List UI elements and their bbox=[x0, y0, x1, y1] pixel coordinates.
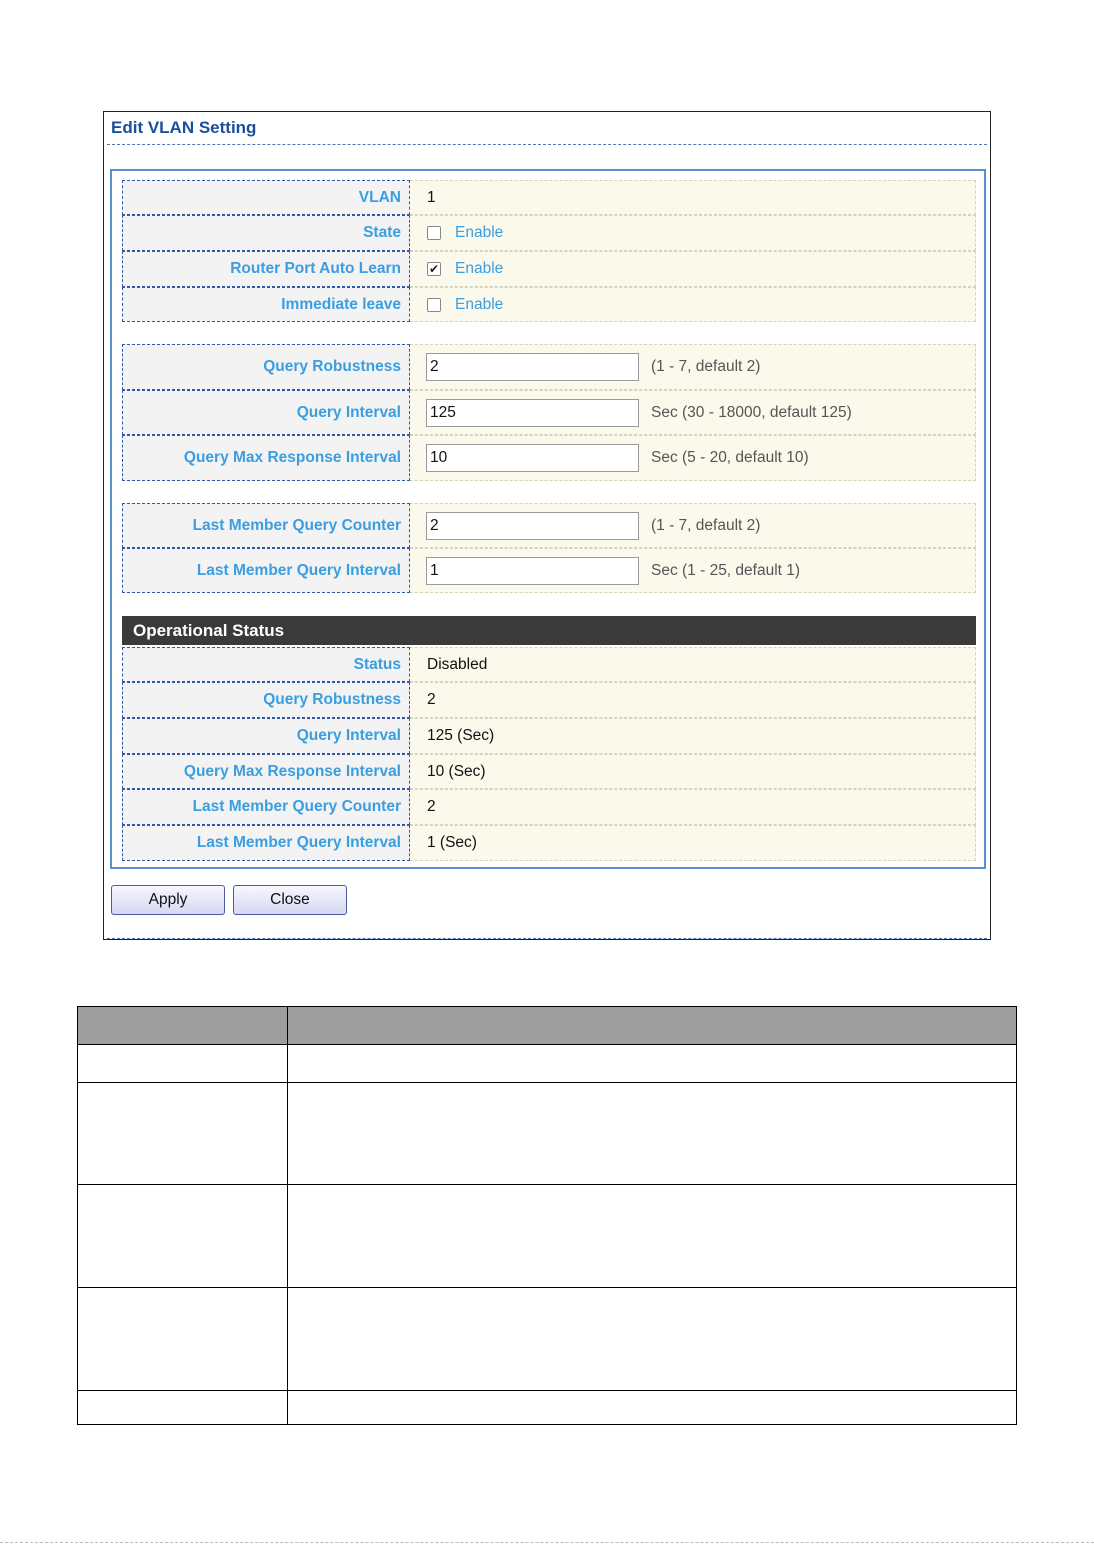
table-row bbox=[78, 1083, 1017, 1185]
lmq-counter-row bbox=[122, 503, 976, 548]
table-row bbox=[78, 1185, 1017, 1288]
op-lmq-counter-row bbox=[122, 789, 976, 825]
lmq-interval-hint: Sec (1 - 25, default 1) bbox=[651, 561, 801, 579]
op-status-value: Disabled bbox=[427, 655, 488, 673]
query-robustness-hint: (1 - 7, default 2) bbox=[651, 358, 761, 375]
lmq-interval-row bbox=[122, 548, 976, 593]
op-query-interval-value: 125 (Sec) bbox=[427, 727, 495, 744]
op-lmq-interval-value: 1 (Sec) bbox=[427, 834, 477, 851]
state-enable-label: Enable bbox=[455, 224, 504, 241]
immediate-leave-enable-label: Enable bbox=[455, 295, 504, 313]
query-robustness-label: Query Robustness bbox=[122, 344, 410, 390]
router-port-row bbox=[122, 251, 976, 287]
query-robustness-input[interactable] bbox=[426, 353, 639, 381]
router-port-enable-checkbox[interactable]: ✔ bbox=[428, 262, 440, 276]
query-interval-input[interactable] bbox=[426, 399, 639, 427]
router-port-enable-label: Enable bbox=[455, 260, 504, 277]
op-query-robustness-row bbox=[122, 682, 976, 718]
query-interval-label: Query Interval bbox=[122, 390, 410, 435]
lmq-interval-input[interactable] bbox=[426, 557, 639, 585]
op-query-interval-row bbox=[122, 718, 976, 754]
lmq-counter-input[interactable] bbox=[426, 512, 639, 540]
op-lmq-interval-label: Last Member Query Interval bbox=[122, 825, 410, 861]
vlan-row bbox=[122, 180, 976, 215]
op-query-robustness-value: 2 bbox=[427, 691, 436, 708]
immediate-leave-label: Immediate leave bbox=[122, 287, 410, 322]
op-lmq-counter-label: Last Member Query Counter bbox=[122, 789, 410, 825]
op-lmq-counter-value: 2 bbox=[427, 798, 436, 815]
lmq-interval-label: Last Member Query Interval bbox=[122, 548, 410, 593]
title-divider bbox=[107, 144, 987, 145]
lmq-counter-label: Last Member Query Counter bbox=[122, 503, 410, 548]
dialog-bottom-divider bbox=[107, 938, 987, 939]
operational-status-header: Operational Status bbox=[122, 616, 976, 645]
op-lmq-interval-row bbox=[122, 825, 976, 861]
close-button[interactable]: Close bbox=[233, 885, 347, 915]
immediate-leave-row bbox=[122, 287, 976, 322]
state-label: State bbox=[122, 215, 410, 251]
query-max-response-input[interactable] bbox=[426, 444, 639, 472]
query-robustness-row bbox=[122, 344, 976, 390]
lmq-counter-hint: (1 - 7, default 2) bbox=[651, 516, 761, 534]
immediate-leave-enable-checkbox[interactable] bbox=[427, 298, 441, 312]
table-header-row bbox=[78, 1007, 1017, 1045]
table-row bbox=[78, 1288, 1017, 1391]
state-row bbox=[122, 215, 976, 251]
query-interval-hint: Sec (30 - 18000, default 125) bbox=[651, 403, 852, 421]
dialog-title: Edit VLAN Setting bbox=[111, 118, 257, 137]
table-header-cell bbox=[288, 1007, 1017, 1045]
description-table bbox=[77, 1006, 1017, 1425]
query-max-response-label: Query Max Response Interval bbox=[122, 435, 410, 481]
op-query-max-response-label: Query Max Response Interval bbox=[122, 754, 410, 789]
vlan-value: 1 bbox=[427, 188, 436, 206]
query-interval-row bbox=[122, 390, 976, 435]
op-query-max-response-value: 10 (Sec) bbox=[427, 762, 486, 780]
query-max-response-row bbox=[122, 435, 976, 481]
apply-button[interactable]: Apply bbox=[111, 885, 225, 915]
edit-vlan-dialog bbox=[103, 111, 991, 940]
router-port-label: Router Port Auto Learn bbox=[122, 251, 410, 287]
state-enable-checkbox[interactable] bbox=[427, 226, 441, 240]
page-bottom-rule bbox=[0, 1542, 1094, 1543]
op-query-max-response-row bbox=[122, 754, 976, 789]
op-status-row bbox=[122, 647, 976, 682]
op-status-label: Status bbox=[122, 647, 410, 682]
query-max-response-hint: Sec (5 - 20, default 10) bbox=[651, 449, 809, 466]
vlan-label: VLAN bbox=[122, 180, 410, 215]
table-row bbox=[78, 1391, 1017, 1425]
op-query-robustness-label: Query Robustness bbox=[122, 682, 410, 718]
table-row bbox=[78, 1045, 1017, 1083]
op-query-interval-label: Query Interval bbox=[122, 718, 410, 754]
table-header-cell bbox=[78, 1007, 288, 1045]
settings-panel bbox=[110, 169, 986, 869]
